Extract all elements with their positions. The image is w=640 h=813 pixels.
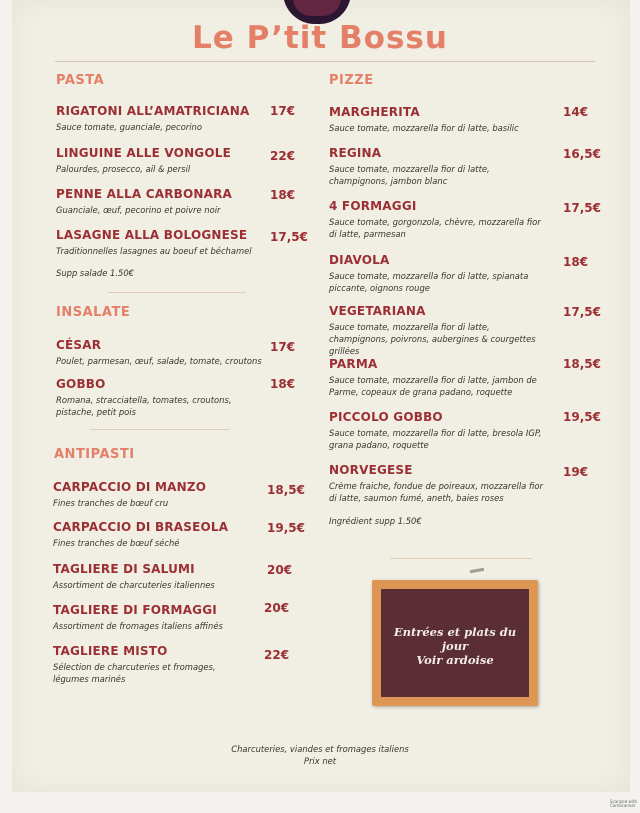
menu-item (56, 338, 306, 367)
menu-item (53, 520, 303, 549)
item-name: CARPACCIO DI MANZO (53, 480, 207, 494)
item-name: GOBBO (56, 377, 106, 391)
item-price: 18€ (563, 255, 589, 269)
menu-item (53, 562, 303, 591)
menu-item (56, 104, 306, 133)
item-name: PICCOLO GOBBO (329, 410, 443, 424)
item-description: Sauce tomate, mozzarella fior di latte, champignons, jambon blanc (329, 164, 490, 186)
item-price: 18,5€ (267, 483, 305, 497)
item-description: Sauce tomate, guanciale, pecorino (56, 122, 202, 132)
item-name: 4 FORMAGGI (329, 199, 417, 213)
menu-item (56, 187, 306, 216)
chalkboard-surface (381, 589, 529, 697)
menu-item (329, 199, 551, 240)
menu-item (53, 644, 253, 685)
item-name: TAGLIERE DI FORMAGGI (53, 603, 217, 617)
section-title-pasta: PASTA (56, 73, 105, 88)
item-price: 17€ (270, 340, 296, 354)
menu-item (56, 146, 306, 175)
item-name: MARGHERITA (329, 105, 420, 119)
item-name: NORVEGESE (329, 463, 413, 477)
menu-item (329, 463, 551, 504)
item-price: 18,5€ (563, 357, 601, 371)
item-name: RIGATONI ALL’AMATRICIANA (56, 104, 250, 118)
pizze-note: Ingrédient supp 1.50€ (329, 516, 422, 526)
item-name: VEGETARIANA (329, 304, 426, 318)
item-description: Fines tranches de bœuf séché (53, 538, 180, 548)
item-description: Poulet, parmesan, œuf, salade, tomate, croutons (56, 356, 262, 366)
item-description: Sauce tomate, mozzarella fior di latte, spianata piccante, oignons rouge (329, 271, 529, 293)
section-title-antipasti: ANTIPASTI (54, 447, 135, 462)
section-title-insalate: INSALATE (56, 305, 131, 320)
item-price: 19,5€ (267, 521, 305, 535)
board-line-2: Voir ardoise (416, 653, 494, 667)
item-description: Sauce tomate, mozzarella fior di latte, jambon de Parme, copeaux de grana padano, roquette (329, 375, 537, 397)
item-description: Sauce tomate, mozzarella fior di latte, champignons, poivrons, aubergines & courgettes grillées (329, 322, 536, 356)
item-name: LINGUINE ALLE VONGOLE (56, 146, 232, 160)
item-price: 18€ (270, 377, 296, 391)
restaurant-title: Le P’tit Bossu (192, 20, 448, 56)
menu-item (56, 377, 266, 418)
item-price: 19€ (563, 465, 589, 479)
item-description: Traditionnelles lasagnes au boeuf et béchamel (56, 246, 252, 256)
item-description: Sauce tomate, gorgonzola, chèvre, mozzarella fior di latte, parmesan (329, 217, 541, 239)
item-price: 17,5€ (563, 305, 601, 319)
item-price: 14€ (563, 105, 589, 119)
board-line-1: Entrées et plats du jour (393, 625, 517, 653)
item-name: TAGLIERE DI SALUMI (53, 562, 195, 576)
item-name: CARPACCIO DI BRASEOLA (53, 520, 229, 534)
item-description: Crème fraiche, fondue de poireaux, mozzarella fior di latte, saumon fumé, aneth, baies roses (329, 481, 543, 503)
item-description: Assortiment de fromages italiens affinés (53, 621, 223, 631)
item-price: 22€ (264, 648, 290, 662)
title-divider (55, 61, 595, 62)
item-name: TAGLIERE MISTO (53, 644, 168, 658)
item-description: Sélection de charcuteries et fromages, légumes marinés (53, 662, 216, 684)
menu-item (329, 253, 551, 294)
item-price: 17€ (270, 104, 296, 118)
menu-item (329, 146, 551, 187)
chalkboard (372, 580, 538, 706)
menu-item (329, 105, 551, 134)
item-price: 17,5€ (563, 201, 601, 215)
section-divider (390, 558, 532, 559)
item-price: 19,5€ (563, 410, 601, 424)
pasta-note: Supp salade 1.50€ (56, 268, 134, 278)
item-description: Palourdes, prosecco, ail & persil (56, 164, 191, 174)
item-description: Assortiment de charcuteries italiennes (53, 580, 215, 590)
menu-item (53, 480, 303, 509)
item-name: REGINA (329, 146, 382, 160)
scanner-watermark: Scanned with CamScanner (610, 799, 638, 808)
item-price: 22€ (270, 149, 296, 163)
item-description: Romana, stracciatella, tomates, croutons, pistache, petit pois (56, 395, 232, 417)
item-price: 16,5€ (563, 147, 601, 161)
item-name: CÉSAR (56, 338, 102, 352)
item-price: 20€ (267, 563, 293, 577)
item-name: LASAGNE ALLA BOLOGNESE (56, 228, 248, 242)
item-description: Sauce tomate, mozzarella fior di latte, bresola IGP, grana padano, roquette (329, 428, 542, 450)
menu-item (56, 228, 306, 257)
footer-line-2: Prix net (303, 756, 337, 766)
item-name: PARMA (329, 357, 378, 371)
menu-item (329, 304, 551, 357)
item-name: DIAVOLA (329, 253, 390, 267)
section-divider (108, 292, 246, 293)
item-price: 20€ (264, 601, 290, 615)
item-price: 18€ (270, 188, 296, 202)
item-description: Sauce tomate, mozzarella fior di latte, basilic (329, 123, 519, 133)
item-description: Fines tranches de bœuf cru (53, 498, 169, 508)
menu-item (329, 357, 551, 398)
section-divider (90, 429, 230, 430)
item-description: Guanciale, œuf, pecorino et poivre noir (56, 205, 221, 215)
item-name: PENNE ALLA CARBONARA (56, 187, 233, 201)
item-price: 17,5€ (270, 230, 308, 244)
menu-item (329, 410, 551, 451)
section-title-pizze: PIZZE (329, 73, 374, 88)
footer-line-1: Charcuteries, viandes et fromages italiens (231, 744, 409, 754)
